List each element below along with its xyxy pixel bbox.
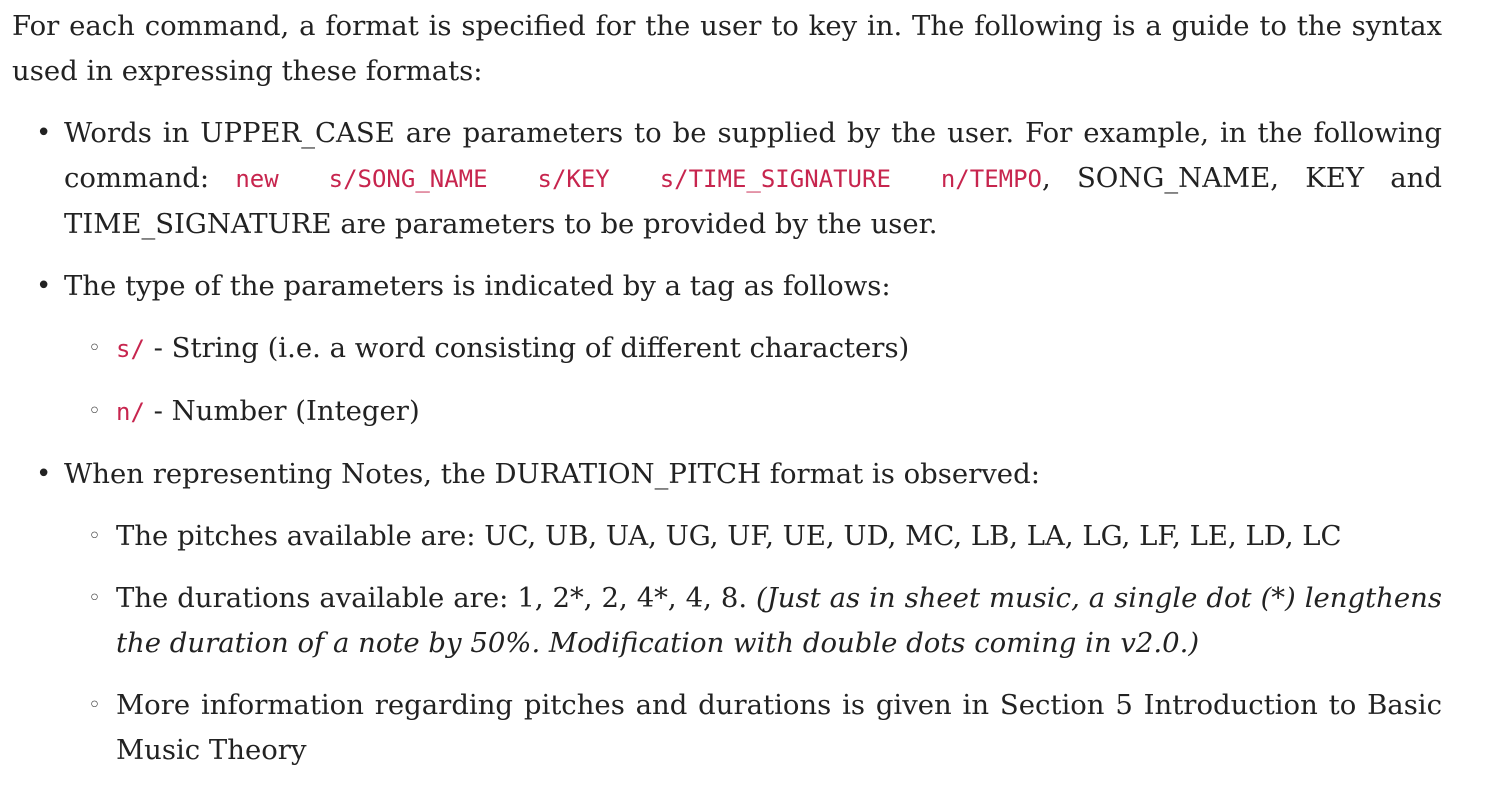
list-item-notes-format [12, 452, 1442, 773]
upper-case-text-after: , SONG_NAME, KEY and TIME_SIGNATURE are parameters to be provided by the user. [64, 162, 1442, 240]
list-item-more-info: ◦ More information regarding pitches and durations is given in Section 5 Introduction to Basic Music Theory [64, 683, 1442, 773]
string-tag-text: - String (i.e. a word consisting of different characters) [144, 332, 910, 364]
string-tag-code: s/ [116, 335, 145, 363]
number-tag-code: n/ [116, 398, 145, 426]
intro-paragraph: For each command, a format is specified for the user to key in. The following is a guide to the syntax used in expressing these formats: [12, 10, 1442, 87]
document-body [12, 0, 1442, 773]
syntax-guide-list [12, 111, 1442, 773]
list-item-parameter-types [12, 264, 1442, 435]
parameter-types-sublist [64, 326, 1442, 435]
upper-case-text-before: Words in UPPER_CASE are parameters to be supplied by the user. For example, in the following command: [64, 117, 1442, 194]
list-item-durations [64, 576, 1442, 666]
durations-note-italic: (Just as in sheet music, a single dot (*) lengthens the duration of a note by 50%. Modification with double dots coming in v2.0.) [116, 582, 1442, 659]
list-item-upper-case [12, 111, 1442, 247]
list-item-string-tag [64, 326, 1442, 372]
command-example-code: new s/SONG_NAME s/KEY s/TIME_SIGNATURE n/TEMPO [235, 165, 1042, 193]
list-item-pitches: ◦ The pitches available are: UC, UB, UA, UG, UF, UE, UD, MC, LB, LA, LG, LF, LE, LD, LC [64, 514, 1442, 559]
number-tag-text: - Number (Integer) [144, 395, 420, 427]
parameter-types-text: The type of the parameters is indicated by a tag as follows: [64, 270, 891, 302]
durations-text: The durations available are: 1, 2*, 2, 4*, 4, 8. [116, 582, 757, 614]
list-item-number-tag [64, 389, 1442, 435]
notes-format-sublist [64, 514, 1442, 773]
notes-format-text: When representing Notes, the DURATION_PITCH format is observed: [64, 458, 1040, 490]
